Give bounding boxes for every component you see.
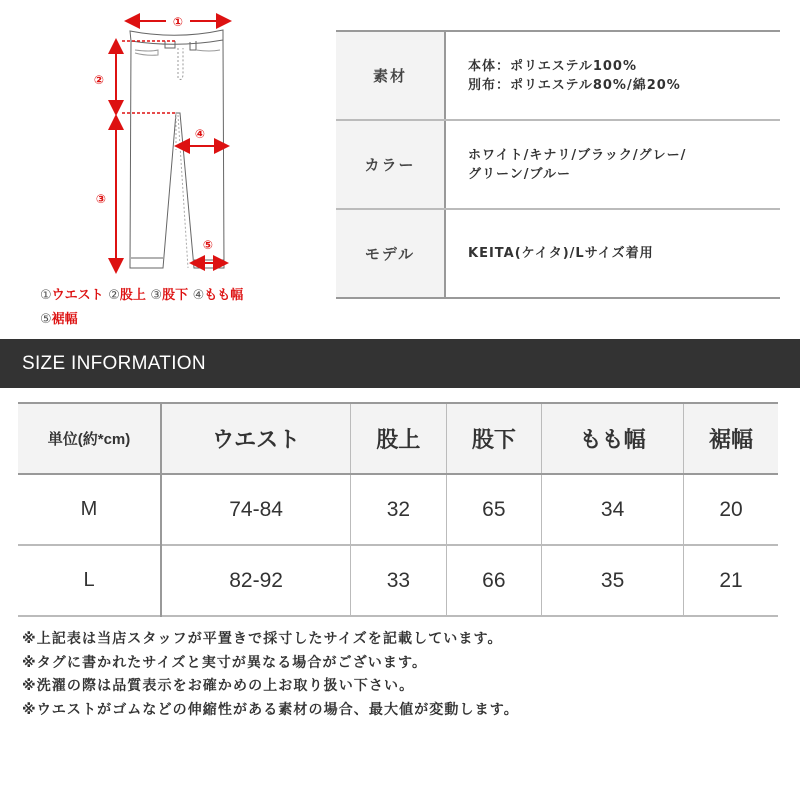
marker-4: ④ (194, 127, 206, 141)
note: ※ウエストがゴムなどの伸縮性がある素材の場合、最大値が変動します。 (22, 701, 519, 718)
header-unit: 単位(約*cm) (18, 403, 161, 474)
spec-value: ホワイト/キナリ/ブラック/グレー/ グリーン/ブルー (468, 147, 687, 182)
cell-thigh: 34 (542, 474, 684, 545)
spec-row-material (336, 32, 780, 121)
cell-thigh: 35 (542, 545, 684, 616)
marker-1: ① (172, 15, 184, 29)
spec-label: モデル (336, 210, 446, 297)
spec-value: 本体：ポリエステル100% 別布：ポリエステル80%/綿20% (468, 58, 681, 93)
cell-waist: 82-92 (161, 545, 351, 616)
spec-label: カラー (336, 121, 446, 208)
cell-rise: 32 (351, 474, 446, 545)
size-label: M (18, 474, 161, 545)
legend-rise: 股上 (119, 288, 146, 303)
cell-waist: 74-84 (161, 474, 351, 545)
table-row (18, 545, 778, 616)
legend-hem: 裾幅 (51, 312, 78, 327)
pants-outline-icon (0, 0, 320, 280)
header-inseam: 股下 (446, 403, 541, 474)
cell-hem: 21 (684, 545, 778, 616)
legend-thigh: もも幅 (204, 288, 244, 303)
spec-row-color (336, 121, 780, 210)
size-table (18, 402, 778, 617)
size-table-header (18, 403, 778, 474)
note: ※タグに書かれたサイズと実寸が異なる場合がございます。 (22, 654, 428, 671)
marker-2: ② (93, 73, 105, 87)
note: ※上記表は当店スタッフが平置きで採寸したサイズを記載しています。 (22, 631, 503, 647)
spec-row-model (336, 210, 780, 299)
header-hem: 裾幅 (684, 403, 778, 474)
legend-inseam: 股下 (162, 288, 189, 303)
cell-rise: 33 (351, 545, 446, 616)
note: ※洗濯の際は品質表示をお確かめの上お取り扱い下さい。 (22, 678, 415, 694)
cell-hem: 20 (684, 474, 778, 545)
header-thigh: もも幅 (542, 403, 684, 474)
table-row (18, 474, 778, 545)
header-waist: ウエスト (161, 403, 351, 474)
size-notes (22, 628, 519, 722)
marker-5: ⑤ (202, 238, 214, 252)
product-spec-table (336, 30, 780, 299)
cell-inseam: 65 (446, 474, 541, 545)
size-label: L (18, 545, 161, 616)
marker-3: ③ (95, 192, 107, 206)
cell-inseam: 66 (446, 545, 541, 616)
spec-label: 素材 (336, 32, 446, 119)
spec-value: KEITA(ケイタ)/Lサイズ着用 (468, 246, 654, 261)
legend-waist: ウエスト (51, 288, 104, 303)
size-information-banner: SIZE INFORMATION (0, 339, 800, 388)
measurement-legend: ①ウエスト ②股上 ③股下 ④もも幅 ⑤裾幅 (40, 288, 244, 327)
pants-measurement-diagram (0, 0, 320, 335)
header-rise: 股上 (351, 403, 446, 474)
